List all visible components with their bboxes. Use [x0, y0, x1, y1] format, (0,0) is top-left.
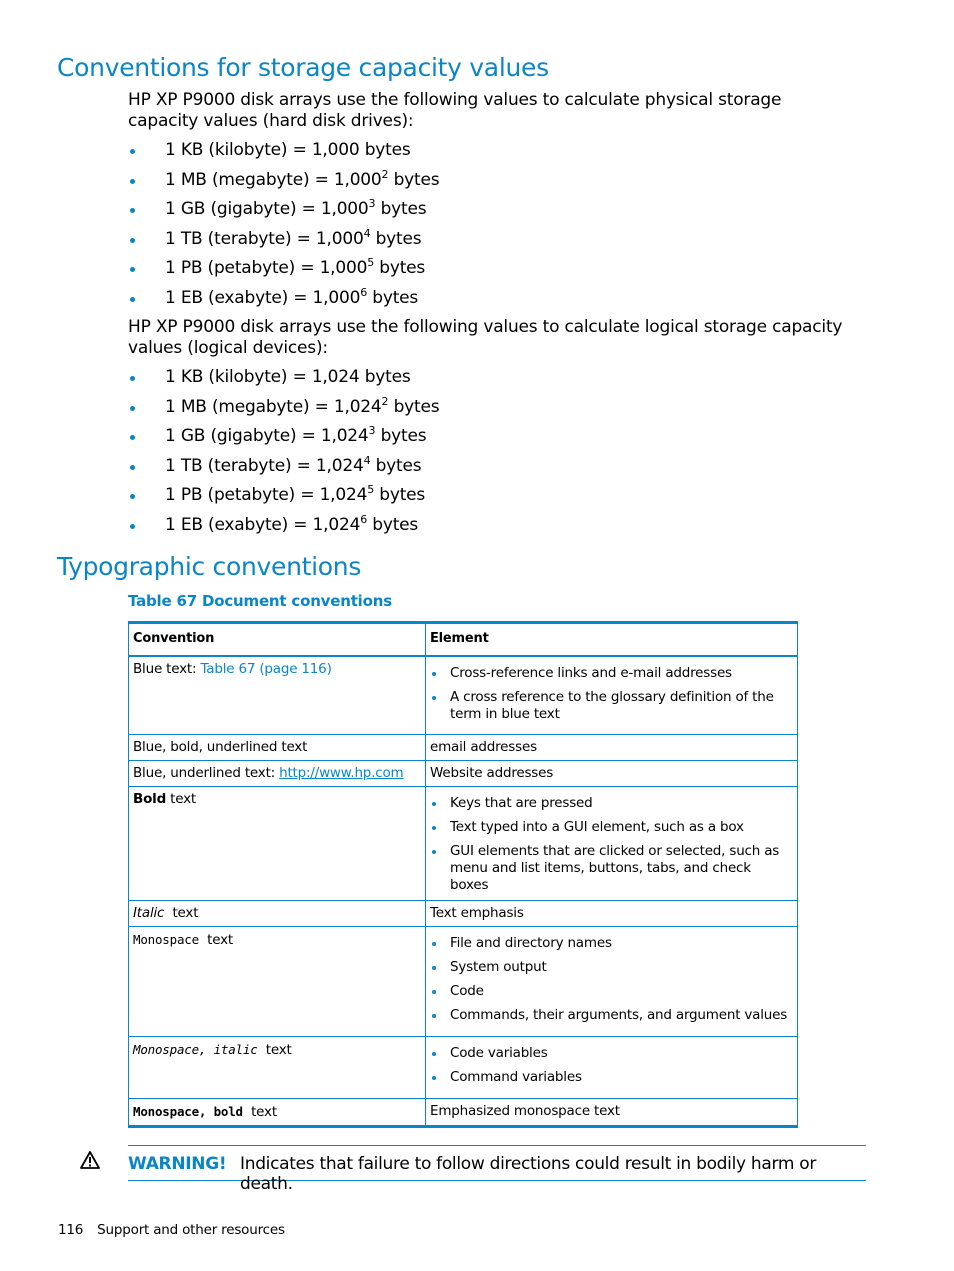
- bullet-icon: [432, 802, 436, 806]
- bullet-icon: [432, 850, 436, 854]
- bullet-icon: [432, 942, 436, 946]
- bullet-icon: [432, 672, 436, 676]
- list-item: 1 PB (petabyte) = $1,000^5$ bytes: [128, 258, 439, 288]
- convention-cell: Italic text: [129, 900, 426, 926]
- bullet-icon: [432, 966, 436, 970]
- table-row: [129, 900, 798, 926]
- page-number: 116: [58, 1222, 84, 1238]
- list-item: 1 EB (exabyte) = $1,000^6$ bytes: [128, 288, 439, 318]
- footer-section-title: Support and other resources: [97, 1222, 285, 1238]
- bullet-icon: [432, 1076, 436, 1080]
- list-item: 1 KB (kilobyte) = 1,024 bytes: [128, 367, 439, 397]
- list-item: 1 KB (kilobyte) = 1,000 bytes: [128, 140, 439, 170]
- list-item: 1 GB (gigabyte) = $1,024^3$ bytes: [128, 426, 439, 456]
- warning-text: Indicates that failure to follow directions could result in bodily harm or death.: [240, 1154, 817, 1194]
- bullet-icon: [432, 696, 436, 700]
- warning-label: WARNING!: [128, 1154, 227, 1174]
- list-item: Command variables: [430, 1069, 793, 1086]
- warning-triangle-icon: [80, 1151, 100, 1169]
- list-item: 1 TB (terabyte) = $1,000^4$ bytes: [128, 229, 439, 259]
- convention-cell: Monospace, bold text: [129, 1098, 426, 1126]
- page-footer: [58, 1222, 285, 1238]
- warning-box: [128, 1145, 866, 1194]
- intro-physical: HP XP P9000 disk arrays use the following values to calculate physical storage capacity values (hard disk drives):: [128, 90, 782, 131]
- list-item: GUI elements that are clicked or selected, such as menu and list items, buttons, tabs, and check boxes: [430, 843, 793, 894]
- bullet-icon: [130, 494, 135, 499]
- list-item: 1 EB (exabyte) = $1,024^6$ bytes: [128, 515, 439, 545]
- list-item: Code variables: [430, 1045, 793, 1062]
- list-item: 1 GB (gigabyte) = $1,000^3$ bytes: [128, 199, 439, 229]
- list-item: Code: [430, 983, 793, 1000]
- bullet-icon: [130, 238, 135, 243]
- list-item: A cross reference to the glossary definition of the term in blue text: [430, 689, 793, 723]
- list-item: 1 MB (megabyte) = $1,024^2$ bytes: [128, 397, 439, 427]
- convention-cell: Monospace, italic text: [129, 1036, 426, 1098]
- bullet-icon: [130, 267, 135, 272]
- convention-cell: Blue, bold, underlined text: [129, 734, 426, 760]
- bullet-icon: [130, 406, 135, 411]
- list-item: Cross-reference links and e-mail addresses: [430, 665, 793, 682]
- element-cell: Emphasized monospace text: [426, 1098, 798, 1126]
- element-cell: [426, 926, 798, 1036]
- table-row: [129, 926, 798, 1036]
- column-header-convention: Convention: [129, 623, 426, 657]
- section-title-storage-capacity: Conventions for storage capacity values: [57, 53, 549, 82]
- list-item: File and directory names: [430, 935, 793, 952]
- element-cell: [426, 786, 798, 900]
- table-row: [129, 1036, 798, 1098]
- bullet-icon: [432, 1014, 436, 1018]
- table-row: [129, 760, 798, 786]
- convention-cell: Blue text: Table 67 (page 116): [129, 656, 426, 734]
- section-title-typographic: Typographic conventions: [57, 552, 362, 581]
- convention-cell: Monospace text: [129, 926, 426, 1036]
- list-item: Text typed into a GUI element, such as a box: [430, 819, 793, 836]
- website-link[interactable]: http://www.hp.com: [279, 764, 404, 781]
- bullet-icon: [432, 826, 436, 830]
- table-caption: Table 67 Document conventions: [128, 592, 392, 610]
- list-item: 1 TB (terabyte) = $1,024^4$ bytes: [128, 456, 439, 486]
- element-cell: [426, 656, 798, 734]
- bullet-icon: [130, 297, 135, 302]
- table-row: [129, 734, 798, 760]
- table-header-row: [129, 623, 798, 657]
- table-row: [129, 1098, 798, 1126]
- list-item: 1 PB (petabyte) = $1,024^5$ bytes: [128, 485, 439, 515]
- list-item: Commands, their arguments, and argument values: [430, 1007, 793, 1024]
- cross-reference-link[interactable]: Table 67 (page 116): [200, 661, 332, 677]
- intro-logical: HP XP P9000 disk arrays use the following values to calculate logical storage capacity values (logical devices):: [128, 317, 843, 358]
- physical-capacity-list: [128, 140, 439, 318]
- bullet-icon: [130, 435, 135, 440]
- bullet-icon: [130, 179, 135, 184]
- bullet-icon: [432, 990, 436, 994]
- bullet-icon: [130, 524, 135, 529]
- convention-cell: Blue, underlined text: http://www.hp.com: [129, 760, 426, 786]
- list-item: 1 MB (megabyte) = $1,000^2$ bytes: [128, 170, 439, 200]
- element-cell: Website addresses: [426, 760, 798, 786]
- bullet-icon: [130, 208, 135, 213]
- bullet-icon: [130, 376, 135, 381]
- table-row: [129, 656, 798, 734]
- element-cell: Text emphasis: [426, 900, 798, 926]
- element-cell: [426, 1036, 798, 1098]
- logical-capacity-list: [128, 367, 439, 545]
- bullet-icon: [130, 149, 135, 154]
- element-cell: email addresses: [426, 734, 798, 760]
- list-item: Keys that are pressed: [430, 795, 793, 812]
- convention-cell: Bold text: [129, 786, 426, 900]
- conventions-table: [128, 621, 798, 1128]
- bullet-icon: [432, 1052, 436, 1056]
- bullet-icon: [130, 465, 135, 470]
- list-item: System output: [430, 959, 793, 976]
- table-row: [129, 786, 798, 900]
- column-header-element: Element: [426, 623, 798, 657]
